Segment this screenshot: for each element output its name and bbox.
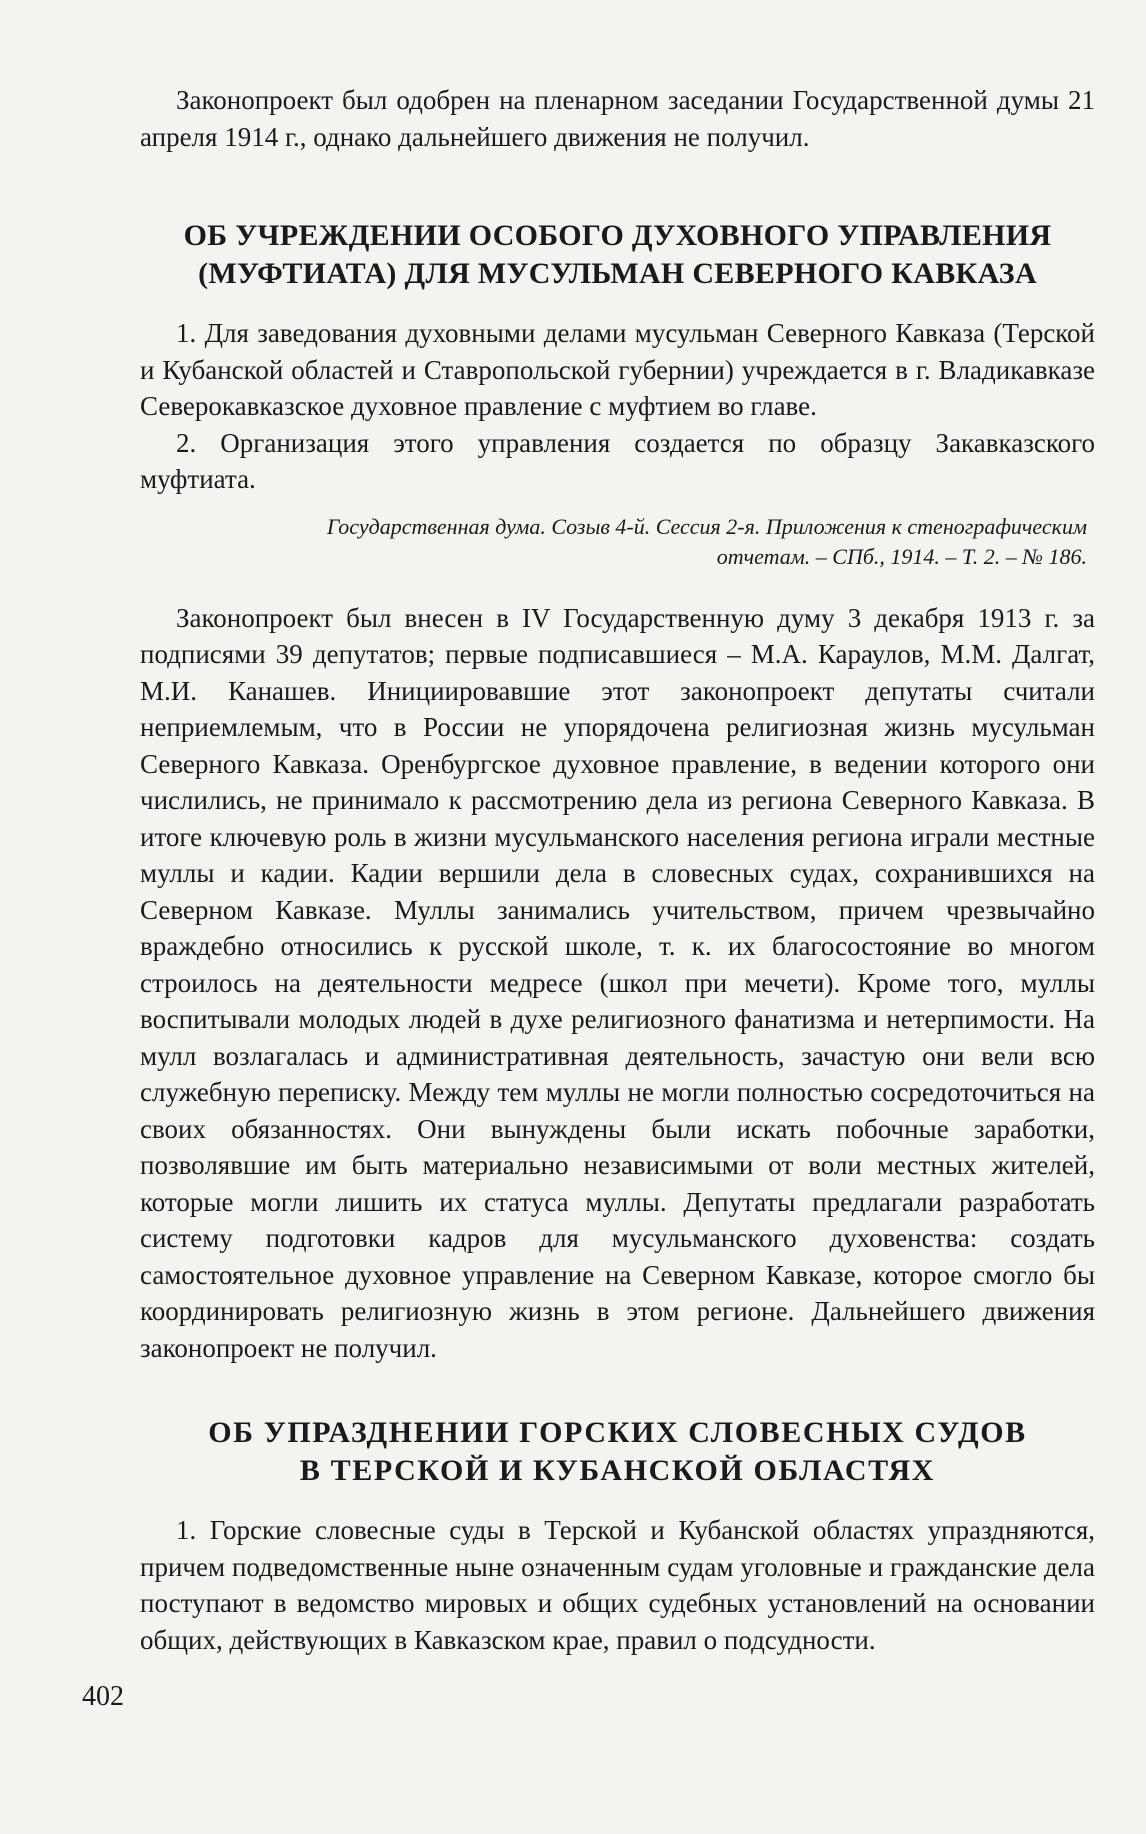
section-1-heading — [140, 217, 1095, 293]
section-2-item-1: 1. Горские словесные суды в Терской и Кубанской областях упраздняются, причем подведомственные ныне означенным судам уголовные и гражданские дела поступают в ведомство мировых и общих судебных установлений на основании общих, действующих в Кавказском крае, правил о подсудности. — [140, 1515, 1095, 1655]
section-1-item-1: 1. Для заведования духовными делами мусульман Северного Кавказа (Терской и Кубанской областей и Ставропольской губернии) учреждается в г. Владикавказе Северокавказское духовное правление с муфтием во главе. — [140, 318, 1095, 421]
section-1-title-line-1: ОБ УЧРЕЖДЕНИИ ОСОБОГО ДУХОВНОГО УПРАВЛЕНИЯ — [183, 219, 1052, 252]
section-2-title-line-1: ОБ УПРАЗДНЕНИИ ГОРСКИХ СЛОВЕСНЫХ СУДОВ — [208, 1416, 1027, 1449]
page-content — [140, 82, 1095, 1658]
citation-line-1: Государственная дума. Созыв 4-й. Сессия 2-я. Приложения к стенографическим — [326, 513, 1087, 539]
section-1-item-2: 2. Организация этого управления создается по образцу Закавказского муфтиата. — [140, 427, 1095, 494]
citation-line-2: отчетам. – СПб., 1914. – Т. 2. – № 186. — [716, 543, 1087, 569]
source-citation — [140, 512, 1095, 572]
section-2-heading — [140, 1414, 1095, 1490]
section-2-title-line-2: В ТЕРСКОЙ И КУБАНСКОЙ ОБЛАСТЯХ — [299, 1454, 936, 1487]
section-1-title-line-2: (МУФТИАТА) ДЛЯ МУСУЛЬМАН СЕВЕРНОГО КАВКАЗА — [198, 257, 1037, 290]
intro-paragraph: Законопроект был одобрен на пленарном заседании Государственной думы 21 апреля 1914 г., однако дальнейшего движения не получил. — [140, 85, 1095, 152]
page-number: 402 — [82, 1681, 124, 1712]
section-1-commentary: Законопроект был внесен в IV Государственную думу 3 декабря 1913 г. за подписями 39 депутатов; первые подписавшиеся – М.А. Караулов, М.М. Далгат, М.И. Канашев. Инициировавшие этот законопроект депутаты считали неприемлемым, что в России не упорядочена религиозная жизнь мусульман Северного Кавказа. Оренбургское духовное правление, в ведении которого они числились, не принимало к рассмотрению дела из региона Северного Кавказа. В итоге ключевую роль в жизни мусульманского населения региона играли местные муллы и кадии. Кадии вершили дела в словесных судах, сохранившихся на Северном Кавказе. Муллы занимались учительством, причем чрезвычайно враждебно относились к русской школе, т. к. их благосостояние во многом строилось на деятельности медресе (школ при мечети). Кроме того, муллы воспитывали молодых людей в духе религиозного фанатизма и нетерпимости. На мулл возлагалась и административная деятельность, зачастую они вели всю служебную переписку. Между тем муллы не могли полностью сосредоточиться на своих обязанностях. Они вынуждены были искать побочные заработки, позволявшие им быть материально независимыми от воли местных жителей, которые могли лишить их статуса муллы. Депутаты предлагали разработать систему подготовки кадров для мусульманского духовенства: создать самостоятельное духовное управление на Северном Кавказе, которое смогло бы координировать религиозную жизнь в этом регионе. Дальнейшего движения законопроект не получил. — [140, 602, 1095, 1363]
